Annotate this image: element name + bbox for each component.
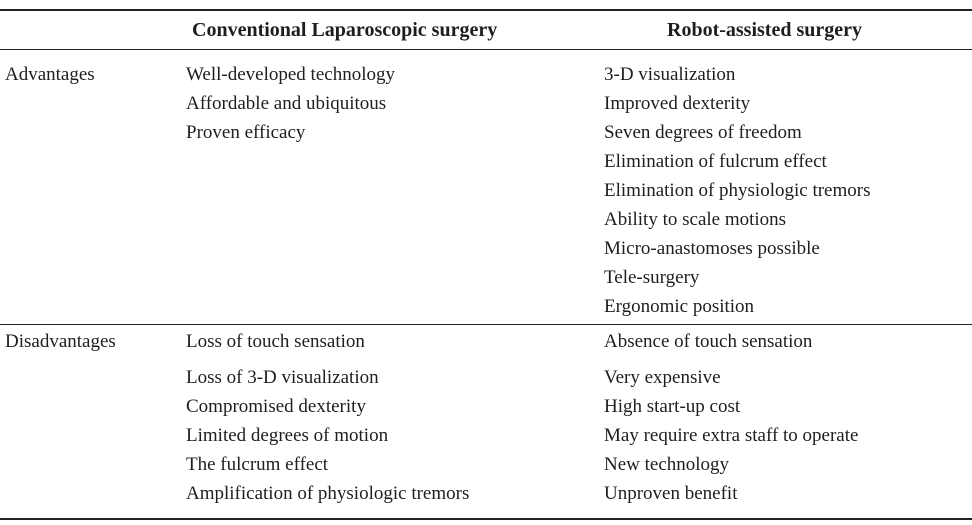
column-header-laparoscopic: Conventional Laparoscopic surgery — [192, 19, 498, 41]
list-item: Micro-anastomoses possible — [604, 238, 820, 259]
list-item: Proven efficacy — [186, 122, 306, 143]
list-item: Compromised dexterity — [186, 396, 366, 417]
list-item: Tele-surgery — [604, 267, 700, 288]
list-item: Elimination of physiologic tremors — [604, 180, 871, 201]
list-item: Ergonomic position — [604, 296, 755, 317]
list-item: Absence of touch sensation — [604, 331, 813, 352]
list-item: May require extra staff to operate — [604, 425, 859, 446]
advantages-robotic-list — [604, 63, 871, 324]
list-item: New technology — [604, 454, 730, 475]
list-item: Well-developed technology — [186, 64, 395, 85]
table-bottom-rule — [0, 518, 972, 520]
list-item: Seven degrees of freedom — [604, 122, 802, 143]
row-label-disadvantages: Disadvantages — [5, 331, 116, 352]
list-item: Very expensive — [604, 367, 721, 388]
row-divider-rule — [0, 324, 972, 325]
list-item: Improved dexterity — [604, 93, 751, 114]
list-item: Elimination of fulcrum effect — [604, 151, 827, 172]
list-item: Unproven benefit — [604, 483, 738, 504]
disadvantages-laparoscopic-list — [186, 330, 469, 511]
list-item: Loss of 3-D visualization — [186, 367, 379, 388]
list-item: 3-D visualization — [604, 64, 736, 85]
list-item: The fulcrum effect — [186, 454, 329, 475]
column-header-robotic: Robot-assisted surgery — [667, 19, 862, 41]
list-item: Loss of touch sensation — [186, 331, 365, 352]
list-item: Ability to scale motions — [604, 209, 787, 230]
advantages-laparoscopic-list — [186, 63, 395, 150]
list-item: Limited degrees of motion — [186, 425, 389, 446]
list-item: Amplification of physiologic tremors — [186, 483, 470, 504]
list-item: High start-up cost — [604, 396, 741, 417]
header-rule — [0, 49, 972, 50]
disadvantages-robotic-list — [604, 330, 858, 511]
list-item: Affordable and ubiquitous — [186, 93, 387, 114]
table-top-rule — [0, 9, 972, 11]
row-label-advantages: Advantages — [5, 64, 95, 85]
